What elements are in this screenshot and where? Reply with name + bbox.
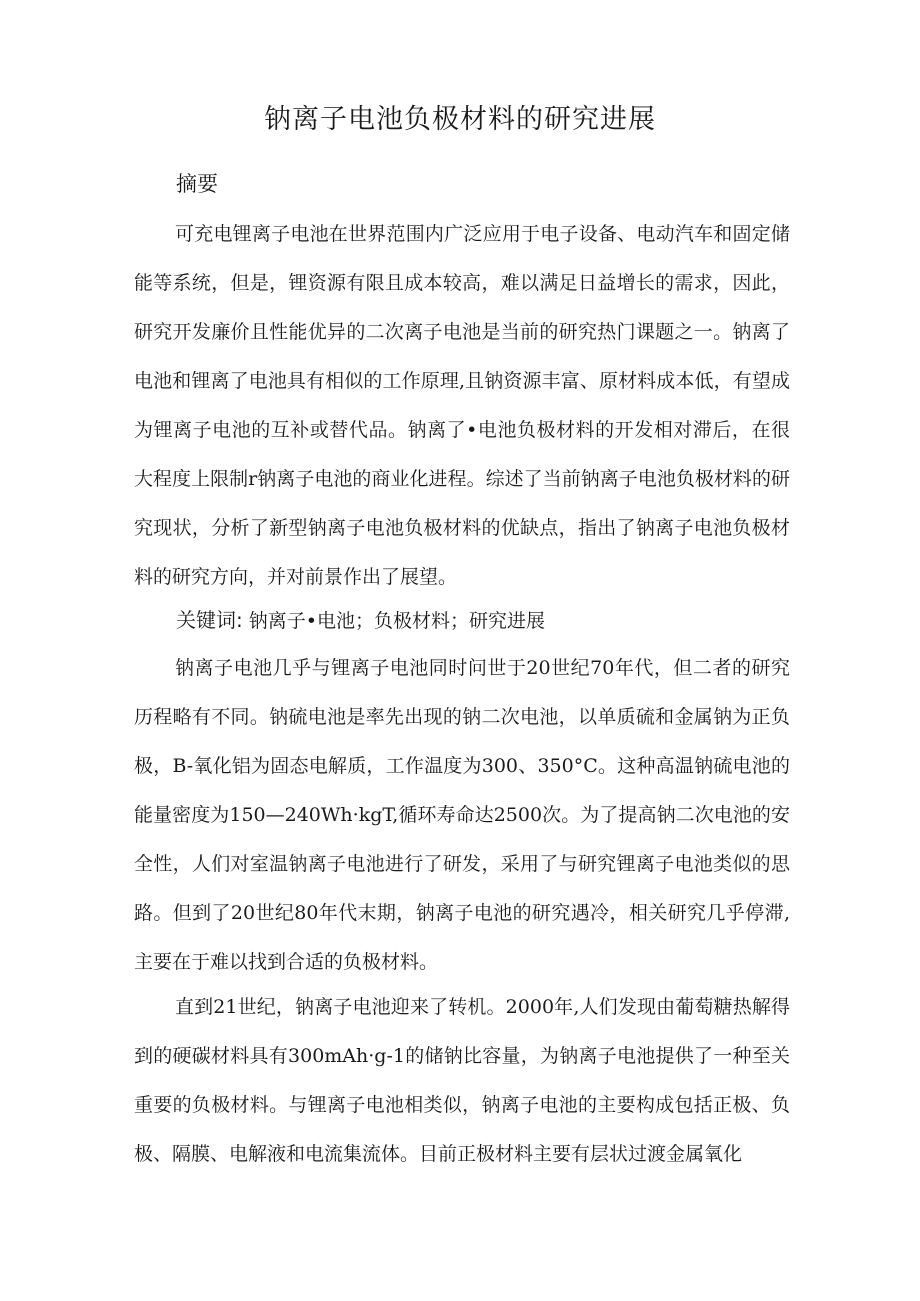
keywords-line: [176, 602, 545, 639]
body-paragraph: 直到21世纪，钠离子电池迎来了转机。2000年,人们发现由葡萄糖热解得到的硬碳材料具有300mAh·g-1的储钠比容量，为钠离子电池提供了一种至关重要的负极材料。与锂离子电池相类似，钠离子电池的主要构成包括正极、负极、隔膜、电解液和电流集流体。目前正极材料主要有层状过渡金属氧化: [134, 996, 790, 1165]
abstract-paragraph: 可充电锂离子电池在世界范围内广泛应用于电子设备、电动汽车和固定储能等系统，但是，锂资源有限且成本较高，难以满足日益增长的需求，因此，研究开发廉价且性能优异的二次离子电池是当前的研究热门课题之一。钠离了电池和锂离了电池具有相似的工作原理,且钠资源丰富、原材料成本低，有望成为锂离子电池的互补或替代品。钠离了•电池负极材料的开发相对滞后，在很大程度上限制r钠离子电池的商业化进程。综述了当前钠离子电池负极材料的研究现状，分析了新型钠离子电池负极材料的优缺点，指出了钠离子电池负极材料的研究方向，并对前景作出了展望。: [134, 223, 790, 588]
document-title: 钠离子电池负极材料的研究进展: [264, 104, 656, 135]
body-paragraph: 钠离子电池几乎与锂离子电池同时问世于20世纪70年代，但二者的研究历程略有不同。钠硫电池是率先出现的钠二次电池，以单质硫和金属钠为正负极，B-氧化铝为固态电解质，工作温度为300、350°C。这种高温钠硫电池的能量密度为150—240Wh·kgT,循环寿命达2500次。为了提高钠二次电池的安全性，人们对室温钠离子电池进行了研发，采用了与研究锂离子电池类似的思路。但到了20世纪80年代末期，钠离子电池的研究遇冷，相关研究几乎停滞,主要在于难以找到合适的负极材料。: [134, 657, 790, 973]
keywords-text: 钠离子•电池；负极材料；研究进展: [248, 610, 546, 632]
abstract-heading: 摘要: [176, 172, 218, 196]
keywords-label: 关键词:: [176, 608, 243, 632]
